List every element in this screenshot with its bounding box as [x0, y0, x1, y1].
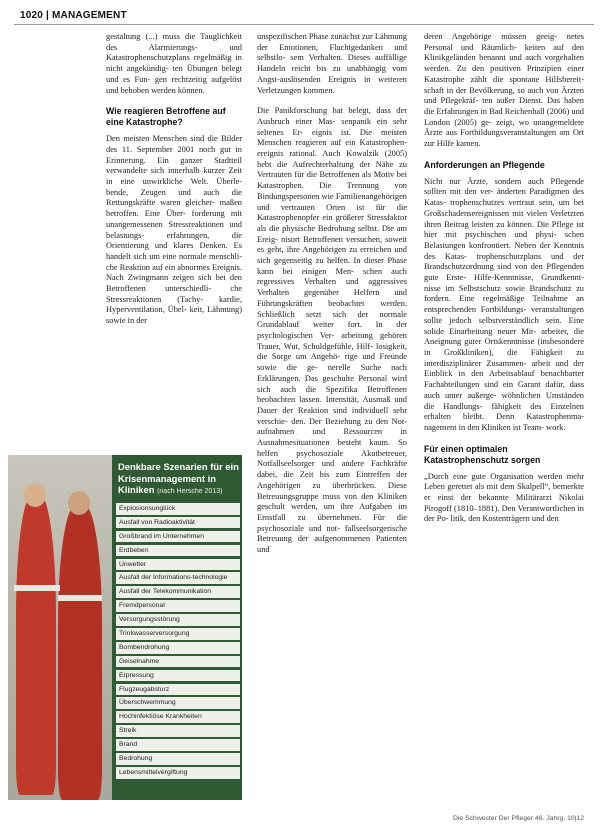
paragraph: Die Panikforschung hat belegt, dass der Ausbruch einer Mas- senpanik ein sehr seltenes Er- eignis ist. Die meisten Menschen reagieren auf ein Katastrophen- ereignis rational. Auch Kowalzik (2005) hebt die Aufrechterhaltung der Nähe zu Vertrauten für die Betroffenen als Motiv bei Katastrophen. Die Trennung von Bindungspersonen wie Familienangehörigen und vertrauten Orten ist für die Katastrophenopfer ein größerer Stressfaktor als die physische Bedrohung selbst. Die am Ereig- nisort Betroffenen versuchen, soweit es geht, ihre Angehörigen zu erreichen und sich gegenseitig zu helfen. In dieser Phase kann bei einigen Men- schen auch regressives Verhalten und aggressives Verhalten gegenüber Helfern und Führungskräften beobachtet werden. Schließlich setzt sich der normale Grundablauf weiter fort. In der psychologischen Ver- arbeitung gehören Trauer, Wut, Schuldgefühle, Hilf- losigkeit, die Sorge um Angehö- rige und Freunde sowie die ge- nerelle Suche nach Erklärungen. Das geschulte Personal wird sich auch die Spezifika Betroffenen beobachten lassen. Intensität, Ausmaß und Dauer der Reaktion sind individuell sehr verschie- den. Der Beziehung zu den Not- aufnahmen und Ressourcen in Ausnahmesituationen besteht kaum. So helfen psychosoziale Akutbetreuer, Notfallseelsorger und andere Fachkräfte dabei, die Zeit bis zum Eintreffen der Angehörigen zu überbrücken. Diese Betreuungsgruppe muss von den Kliniken geschult werden, um ihre Aufgaben im Ernstfall zu übernehmen. Für die psychosoziale und not- fallseelsorgerische Betreuung der aufgenommenen Patienten und	[257, 106, 407, 555]
scenario-list-item: Ausfall der Informations-technologie	[116, 572, 240, 584]
scenario-list-item: Erpressung	[116, 670, 240, 682]
scenario-box	[8, 455, 242, 800]
scenario-list-item: Überschwemmung	[116, 697, 240, 709]
section-heading: Wie reagieren Betroffene auf eine Katastrophe?	[106, 106, 226, 128]
scenario-list-item: Brand	[116, 739, 240, 751]
scenario-list-item: Ausfall von Radioaktivität	[116, 517, 240, 529]
scenario-list-item: Explosionsunglück	[116, 503, 240, 515]
page-footer: Die Schwester Der Pfleger 46. Jahrg. 10|12	[453, 815, 584, 822]
scenario-list-item: Ausfall der Telekommunikation	[116, 586, 240, 598]
scenario-list-item: Hochinfektiöse Krankheiten	[116, 711, 240, 723]
box-title	[118, 461, 240, 498]
section-heading: Für einen optimalen Katastrophenschutz sorgen	[424, 443, 541, 465]
box-source-tag: (nach Hersche 2013)	[157, 488, 223, 495]
page-header: 1020 | MANAGEMENT	[20, 10, 127, 21]
paragraph: „Durch eine gute Organisation werden mehr Leben gerettet als mit dem Skalpell“, bemerkte er einst der bekannte Militärarzt Nikolai Pirogoff (1810–1881). Den Verantwortlichen in der Po- litik, den Kostenträgern und den	[424, 471, 584, 524]
column-3	[424, 32, 584, 525]
scenario-list-item: Großbrand im Unternehmen	[116, 531, 240, 543]
column-1	[106, 32, 242, 327]
paragraph: deren Angehörige müssen geeig- netes Personal und Räumlich- keiten auf den Klinikgeländen benannt und auch vorgehalten werden. Zu den positiven Prinzipien einer Katastrophe zählt die spontane Hilfsbereit- schaft in der Bevölkerung, so auch von Ärzten und Pflegekräf- ten außer Dienst. Das haben die Erfahrungen in Bad Reichenhall (2006) und London (2005) ge- zeigt, wo unangemeldete Ärzte aus Fortbildungsveranstaltungen am Ort zur Hilfe kamen.	[424, 32, 584, 149]
scenario-list-item: Lebensmittelvergiftung	[116, 767, 240, 779]
scenario-list-item: Fremdpersonal	[116, 600, 240, 612]
scenario-list-item: Erdbeben	[116, 545, 240, 557]
paragraph: Nicht nur Ärzte, sondern auch Pflegende sollten mit den ver- änderten Paradigmen des Katas- trophenschutzes vertraut sein, um bei Großschadensereignissen mit vielen Verletzten ihren Beitrag leisten zu können. Die Pflege ist hier mit psychischen und physi- schen Belastungen konfrontiert. Neben der Kenntnis des Katas- trophenschutzplans und der Brandschutzordnung sind von den Pflegenden gute Erste- Hilfe-Kenntnisse, Grundkennt- nisse im Selbstschutz sowie Brandschutz zu fordern. Eine regelmäßige Teilnahme an entsprechenden Fortbildungs- veranstaltungen sollte jedoch selbstverständlich sein. Eine solide Einarbeitung neuer Mit- arbeiter, die Aneignung guter Ortskenntnisse (insbesondere in Großkliniken), die Fähigkeit zu interdisziplinärer Zusammen- arbeit und der Einblick in den Arbeitsablauf benachbarter Fachabteilungen sind ein Garant dafür, dass auch unter außerge- wöhnlichen Umständen die Handlungs- fähigkeit des Einzelnen erhalten bleibt. Denn Katastrophenma- nagement in den Kliniken ist Team- work.	[424, 176, 584, 432]
box-title-text: Denkbare Szenarien für ein Krisenmanagement in Kliniken	[118, 461, 239, 495]
scenario-list	[116, 503, 240, 781]
scenario-list-item: Unwetter	[116, 559, 240, 571]
scenario-list-item: Streik	[116, 725, 240, 737]
section-heading: Anforderungen an Pflegende	[424, 159, 545, 170]
column-2	[257, 32, 407, 556]
scenario-list-item: Versorgungsstörung	[116, 614, 240, 626]
scenario-list-item: Flugzeugabsturz	[116, 684, 240, 696]
paragraph: gestaltung (...) muss die Tauglichkeit des Alarmierungs- und Katastrophenschutzplans regelmäßig in nicht angekündig- ten Übungen belegt und es Fun- gen rechtzeitig aufgelöst und behoben werden können.	[106, 32, 242, 95]
scenario-list-item: Geiselnahme	[116, 656, 240, 668]
paragraph: Den meisten Menschen sind die Bilder des 11. September 2001 noch gut in Erinnerung. Ein ganzer Stadtteil verwandelte sich innerhalb kurzer Zeit in eine unwirkliche Welt. Überle- bende, Zeugen und auch die Rettungskräfte waren gleicher- maßen betroffen. Eine Über- forderung mit unangemessenen Stressreaktionen und belastungs- erfahrungen, die Orientierung und klares Denken. Es handelt sich um eine normale menschli- che Reaktion auf ein abnormes Ereignis. Nach Zwingmann zeigen sich bei den Betroffenen unterschiedli- che Stressreaktionen (Tachy- kardie, Hyperventilation, Übel- keit, Lähmung) sowie in der	[106, 134, 242, 326]
header-rule	[14, 24, 594, 25]
scenario-list-item: Bombendrohung	[116, 642, 240, 654]
photo-rescue-workers	[8, 455, 112, 800]
paragraph: unspezifischen Phase zunächst zur Lähmung der Emotionen, Fluchtgedanken und selbstlo- sem Verhalten. Dieses auffällige Handeln reicht bis zu unabhängig vom Angst-auslösenden Ereignis in weiteren Verletzungen kommen.	[257, 32, 407, 95]
scenario-list-item: Bedrohung	[116, 753, 240, 765]
scenario-list-item: Trinkwasserversorgung	[116, 628, 240, 640]
